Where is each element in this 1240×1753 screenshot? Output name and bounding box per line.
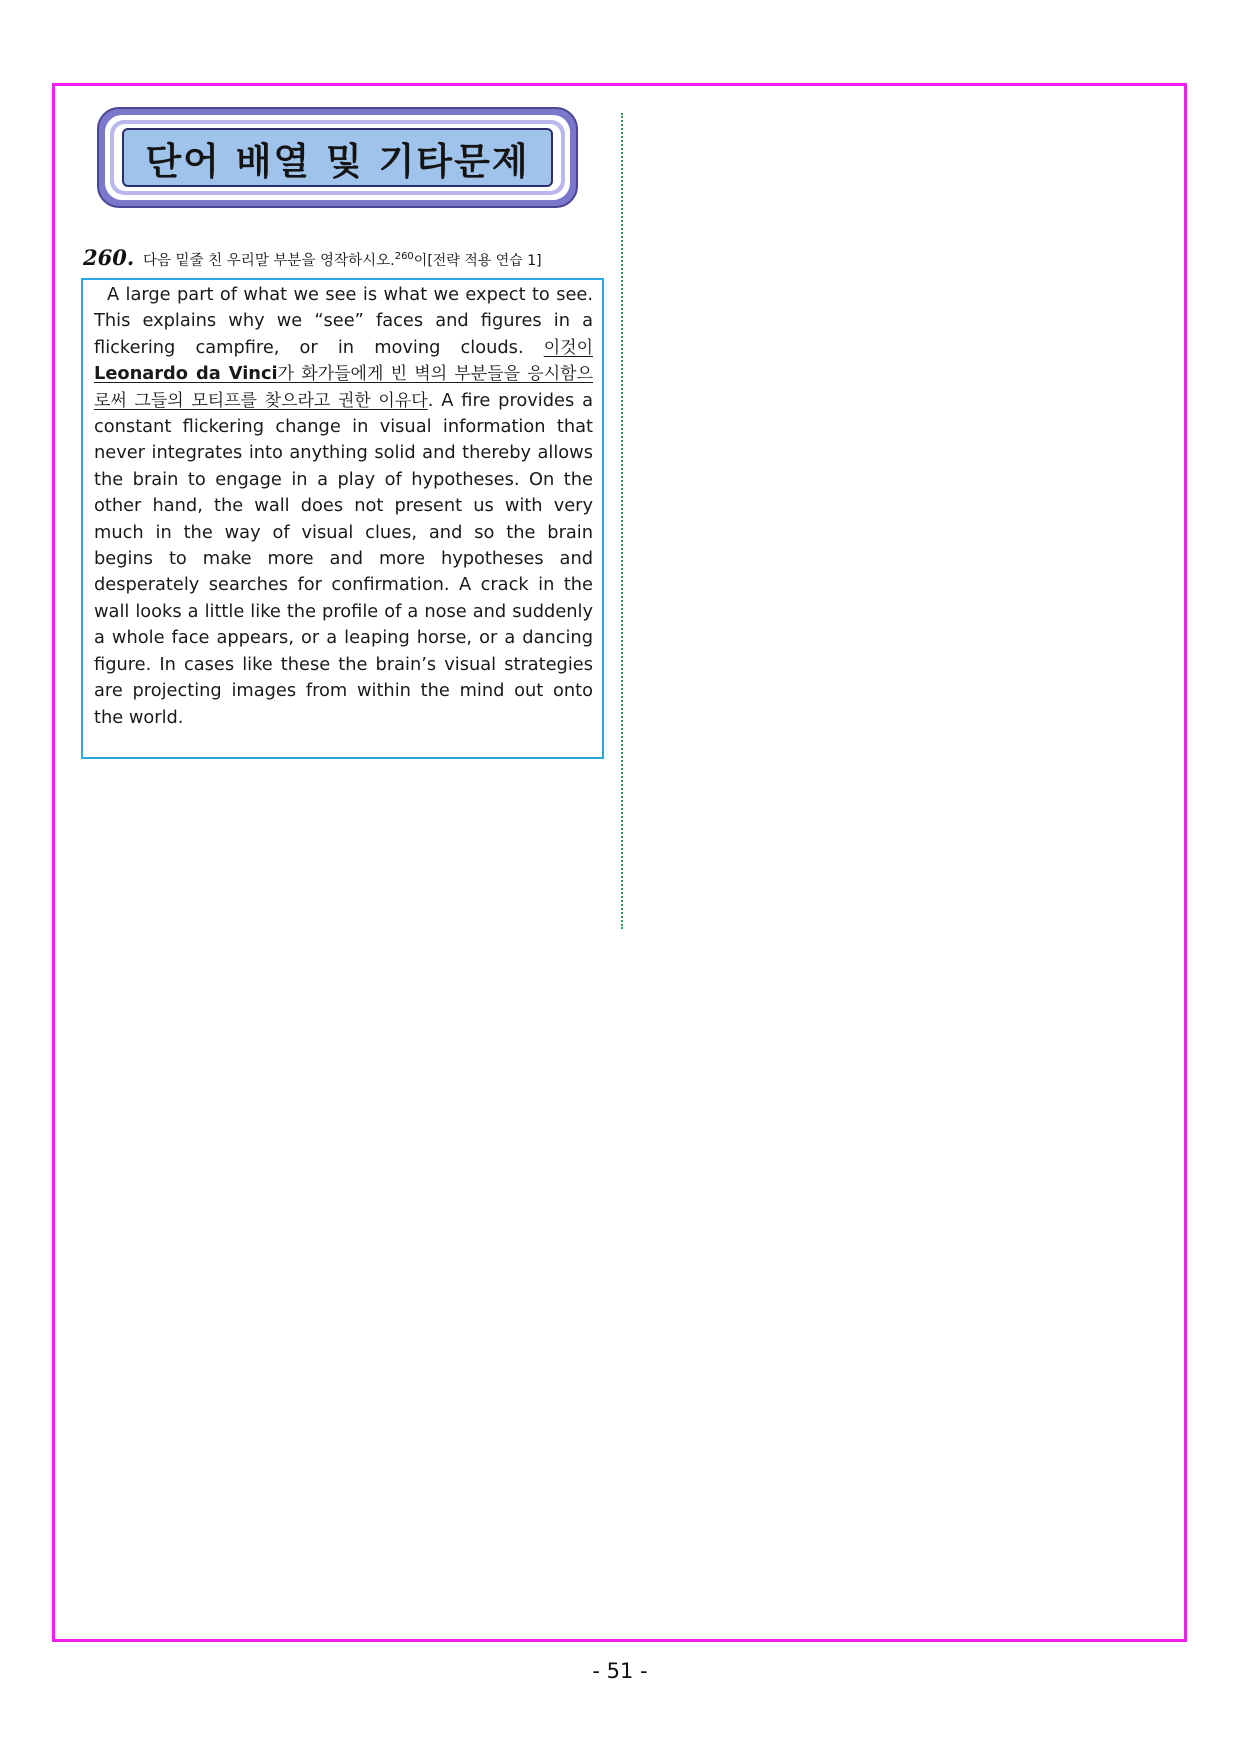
underlined-korean-1: 이것이 bbox=[543, 337, 593, 358]
column-divider bbox=[621, 113, 623, 929]
question-ref-tag: 이[전략 적용 연습 1] bbox=[413, 253, 542, 269]
question-ref-number: 260 bbox=[394, 251, 414, 262]
question-number: 260. bbox=[83, 245, 135, 270]
question-instruction: 다음 밑줄 친 우리말 부분을 영작하시오. bbox=[142, 253, 395, 269]
passage-part-2: . A fire provides a constant flickering change in visual information that never integrates into anything solid and thereby allows the brain to engage in a play of hypotheses. On the other hand, the wall does not present us with very much in the way of visual clues, and so the brain begins to make more and more hypotheses and desperately searches for confirmation. A crack in the wall looks a little like the profile of a nose and suddenly a whole face appears, or a leaping horse, or a dancing figure. In cases like these the brain’s visual strategies are projecting images from within the mind out onto the world. bbox=[94, 389, 593, 728]
passage-part-1: A large part of what we see is what we expect to see. This explains why we “see” faces and figures in a flickering campfire, or in moving clouds. bbox=[94, 284, 593, 358]
question-line bbox=[83, 244, 623, 274]
passage-box bbox=[81, 278, 604, 759]
banner-plate bbox=[122, 128, 553, 187]
underlined-name: Leonardo da Vinci bbox=[94, 363, 278, 385]
page-number: - 51 - bbox=[592, 1659, 648, 1683]
underlined-korean-2: 가 화가들에게 빈 벽의 부분들을 응시함으로써 그들의 모티프를 찾으라고 권한 이유다 bbox=[94, 364, 593, 411]
section-title: 단어 배열 및 기타문제 bbox=[145, 139, 530, 183]
passage-text bbox=[94, 282, 593, 731]
title-banner bbox=[97, 107, 578, 208]
